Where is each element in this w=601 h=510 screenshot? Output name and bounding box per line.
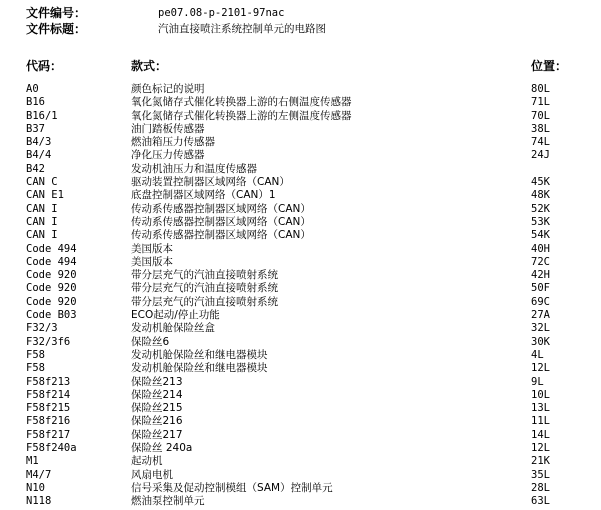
row-position: 35L: [531, 468, 550, 481]
row-item: 发动机舱保险丝和继电器模块: [131, 362, 268, 375]
row-code: Code 494: [26, 255, 77, 268]
doc-number-label: 文件编号：: [26, 6, 87, 20]
table-row: [0, 176, 601, 189]
table-row: [0, 322, 601, 335]
table-row: [0, 110, 601, 123]
row-position: 52K: [531, 202, 550, 215]
row-item: 保险丝213: [131, 375, 183, 388]
row-code: F58f213: [26, 375, 71, 388]
row-code: CAN C: [26, 176, 58, 189]
row-item: 氧化氮储存式催化转换器上游的左侧温度传感器: [131, 109, 352, 122]
row-item: 传动系传感器控制器区域网络（CAN）: [131, 215, 311, 228]
row-code: F58f216: [26, 415, 71, 428]
table-row: [0, 336, 601, 349]
row-position: 12L: [531, 442, 550, 455]
column-header-position: 位置：: [531, 59, 568, 73]
row-position: 50F: [531, 282, 550, 295]
row-code: F58f217: [26, 428, 71, 441]
table-row: [0, 402, 601, 415]
row-code: B16/1: [26, 109, 58, 122]
row-position: 69C: [531, 295, 550, 308]
row-code: F58f214: [26, 388, 71, 401]
row-code: Code B03: [26, 309, 77, 322]
row-position: 74L: [531, 136, 550, 149]
row-item: 发动机舱保险丝盒: [131, 322, 215, 335]
row-code: A0: [26, 83, 39, 95]
row-item: 保险丝6: [131, 335, 170, 348]
row-item: 美国版本: [131, 242, 173, 255]
table-row: [0, 229, 601, 242]
row-item: 信号采集及促动控制模组（SAM）控制单元: [131, 481, 333, 494]
row-item: 带分层充气的汽油直接喷射系统: [131, 295, 278, 308]
row-code: M1: [26, 455, 39, 468]
row-position: 48K: [531, 189, 550, 202]
component-table: [0, 83, 601, 509]
row-position: 12L: [531, 362, 550, 375]
row-item: 风扇电机: [131, 468, 173, 481]
row-item: 传动系传感器控制器区域网络（CAN）: [131, 202, 311, 215]
row-position: 24J: [531, 149, 550, 162]
row-item: 油门踏板传感器: [131, 122, 205, 135]
table-row: [0, 495, 601, 508]
row-position: 45K: [531, 176, 550, 189]
table-row: [0, 415, 601, 428]
table-row: [0, 123, 601, 136]
doc-number-value: pe07.08-p-2101-97nac: [158, 7, 285, 19]
row-item: 起动机: [131, 455, 163, 468]
row-code: CAN I: [26, 215, 58, 228]
row-position: 13L: [531, 402, 550, 415]
table-row: [0, 455, 601, 468]
row-item: ECO起动/停止功能: [131, 309, 220, 322]
row-item: 传动系传感器控制器区域网络（CAN）: [131, 229, 311, 242]
row-position: 10L: [531, 388, 550, 401]
table-row: [0, 269, 601, 282]
table-row: [0, 482, 601, 495]
doc-title-label: 文件标题：: [26, 22, 87, 36]
row-code: M4/7: [26, 468, 52, 481]
row-position: 38L: [531, 122, 550, 135]
row-item: 带分层充气的汽油直接喷射系统: [131, 269, 278, 282]
row-code: N118: [26, 495, 52, 508]
table-row: [0, 216, 601, 229]
row-position: 11L: [531, 415, 550, 428]
row-item: 净化压力传感器: [131, 149, 205, 162]
row-code: CAN E1: [26, 189, 64, 202]
row-item: 保险丝216: [131, 415, 183, 428]
row-code: B4/3: [26, 136, 52, 149]
row-code: B16: [26, 96, 45, 109]
table-row: [0, 309, 601, 322]
table-row: [0, 243, 601, 256]
row-position: 32L: [531, 322, 550, 335]
row-code: F58f215: [26, 402, 71, 415]
row-code: CAN I: [26, 202, 58, 215]
row-position: 21K: [531, 455, 550, 468]
row-position: 14L: [531, 428, 550, 441]
row-code: B37: [26, 122, 45, 135]
row-position: 4L: [531, 348, 544, 361]
row-item: 燃油箱压力传感器: [131, 136, 215, 149]
table-row: [0, 203, 601, 216]
table-row: [0, 189, 601, 202]
table-row: [0, 362, 601, 375]
row-position: 72C: [531, 255, 550, 268]
row-item: 颜色标记的说明: [131, 83, 205, 95]
row-item: 带分层充气的汽油直接喷射系统: [131, 282, 278, 295]
row-position: 40H: [531, 242, 550, 255]
row-item: 发动机舱保险丝和继电器模块: [131, 348, 268, 361]
table-row: [0, 96, 601, 109]
row-position: 9L: [531, 375, 544, 388]
row-item: 保险丝215: [131, 402, 183, 415]
row-item: 保险丝214: [131, 388, 183, 401]
row-position: 70L: [531, 109, 550, 122]
row-code: Code 494: [26, 242, 77, 255]
row-position: 63L: [531, 495, 550, 508]
row-position: 53K: [531, 215, 550, 228]
row-item: 发动机油压力和温度传感器: [131, 162, 257, 175]
row-code: Code 920: [26, 269, 77, 282]
table-row: [0, 469, 601, 482]
row-item: 美国版本: [131, 255, 173, 268]
row-item: 氧化氮储存式催化转换器上游的右侧温度传感器: [131, 96, 352, 109]
column-header-code: 代码：: [26, 59, 63, 73]
table-row: [0, 376, 601, 389]
doc-title-value: 汽油直接喷注系统控制单元的电路图: [158, 23, 326, 35]
table-row: [0, 282, 601, 295]
table-row: [0, 163, 601, 176]
row-position: 27A: [531, 309, 550, 322]
table-row: [0, 442, 601, 455]
row-position: 80L: [531, 83, 550, 95]
row-item: 燃油泵控制单元: [131, 495, 205, 508]
row-item: 底盘控制器区域网络（CAN）1: [131, 189, 276, 202]
row-code: F32/3: [26, 322, 58, 335]
table-row: [0, 389, 601, 402]
row-position: 42H: [531, 269, 550, 282]
table-row: [0, 256, 601, 269]
row-code: N10: [26, 481, 45, 494]
row-code: Code 920: [26, 295, 77, 308]
row-code: CAN I: [26, 229, 58, 242]
column-header-item: 款式：: [131, 59, 168, 73]
table-row: [0, 83, 601, 96]
row-item: 保险丝217: [131, 428, 183, 441]
row-position: 54K: [531, 229, 550, 242]
row-position: 28L: [531, 481, 550, 494]
row-code: B4/4: [26, 149, 52, 162]
row-item: 驱动装置控制器区域网络（CAN）: [131, 176, 290, 189]
table-row: [0, 296, 601, 309]
row-position: 71L: [531, 96, 550, 109]
row-position: 30K: [531, 335, 550, 348]
row-code: F58f240a: [26, 442, 77, 455]
row-code: F32/3f6: [26, 335, 71, 348]
table-row: [0, 149, 601, 162]
row-code: F58: [26, 348, 45, 361]
row-item: 保险丝 240a: [131, 442, 193, 455]
table-row: [0, 349, 601, 362]
table-row: [0, 136, 601, 149]
row-code: F58: [26, 362, 45, 375]
row-code: Code 920: [26, 282, 77, 295]
table-row: [0, 429, 601, 442]
row-code: B42: [26, 162, 45, 175]
